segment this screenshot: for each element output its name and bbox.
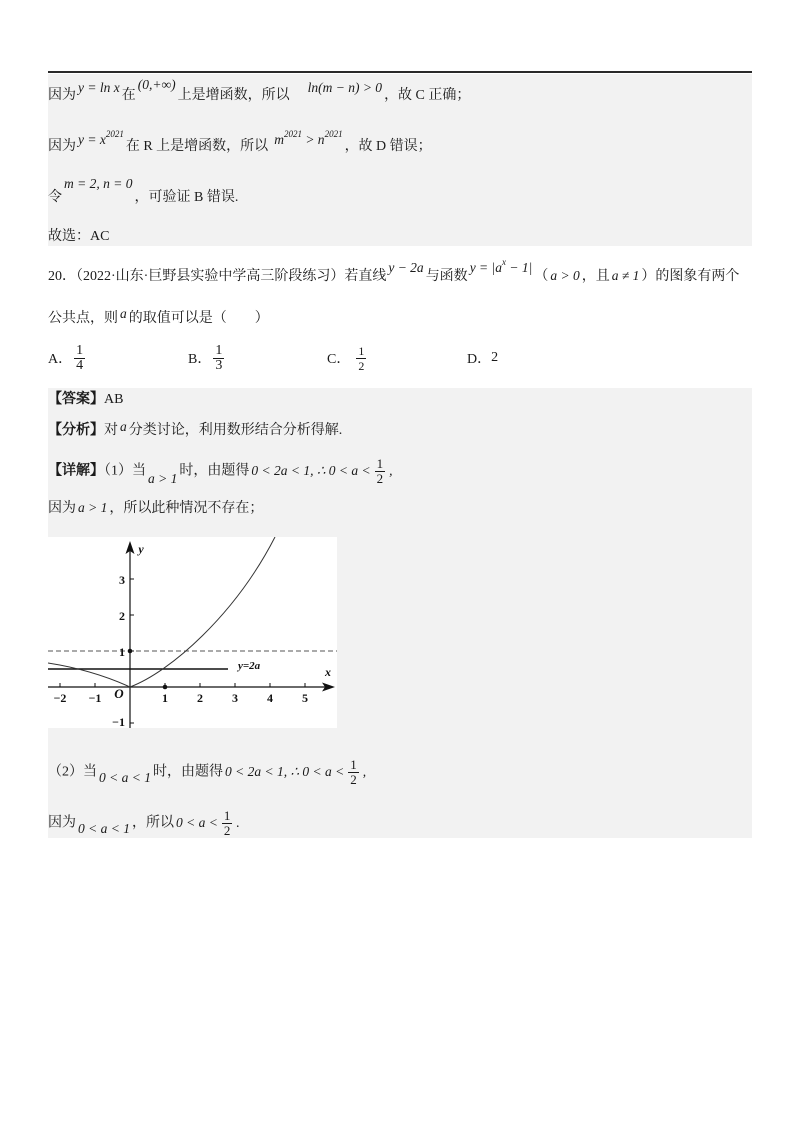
math-inequality: 0 < a <	[175, 814, 218, 830]
function-graph-figure	[48, 537, 337, 728]
math-variable: a	[120, 306, 127, 321]
fraction-numerator: 1	[76, 342, 84, 358]
question-text: 的取值可以是（ ）	[128, 311, 269, 326]
math-tail: − 1|	[506, 260, 533, 275]
solution-line-log-increasing	[48, 77, 471, 104]
math-punctuation: ,	[362, 763, 367, 779]
option-a	[48, 340, 87, 376]
solution-text: ，故 C 正确；	[384, 88, 471, 103]
question-text: ，且	[581, 269, 610, 284]
math-ln-inequality: ln(m − n) > 0	[307, 80, 383, 95]
math-condition: a > 0	[550, 268, 580, 283]
fraction-denominator: 3	[215, 357, 223, 373]
y-axis-label: y	[138, 542, 144, 556]
math-exponent: 2021	[283, 129, 302, 139]
answer-line	[48, 391, 123, 409]
math-inequality: 0 < 2a < 1, ∴ 0 < a <	[251, 462, 371, 478]
top-rule	[48, 71, 752, 73]
detail-text: ，所以	[131, 815, 174, 831]
solution-text: 因为	[48, 139, 76, 154]
detail-case-2-note	[48, 808, 242, 838]
fraction-numerator: 1	[350, 757, 357, 772]
math-exponent: 2021	[324, 129, 343, 139]
option-fraction	[356, 344, 366, 373]
detail-text: 时，由题得	[152, 764, 223, 780]
question-20-stem-line-1	[48, 257, 740, 285]
solution-text: 上是增函数，所以	[177, 88, 290, 103]
math-base: y = x	[78, 132, 106, 147]
math-base: > n	[301, 132, 325, 147]
point-on-y-axis	[128, 649, 133, 654]
analysis-text: 分类讨论，利用数形结合分析得解.	[128, 423, 343, 438]
fraction-denominator: 2	[223, 823, 231, 838]
question-source: （2022·山东·巨野县实验中学高三阶段练习）	[76, 269, 345, 284]
function-graph	[48, 537, 337, 728]
option-d	[467, 340, 498, 376]
detail-case-1	[48, 456, 395, 486]
math-base: y = |a	[469, 260, 503, 275]
math-power-inequality	[272, 131, 344, 149]
detail-text: （2）当	[48, 764, 97, 780]
solution-line-power-increasing	[48, 129, 432, 155]
x-tick-label: 3	[232, 691, 238, 705]
question-text: 公共点，则	[48, 311, 118, 326]
y-tick-label: 2	[119, 609, 125, 623]
question-text: 若直线	[344, 269, 387, 284]
origin-label: O	[114, 686, 124, 701]
option-label: D．	[467, 352, 492, 367]
fraction-numerator: 1	[358, 343, 365, 358]
question-text: 与函数	[425, 269, 468, 284]
math-exponent: x	[502, 257, 507, 267]
math-inequality: 0 < 2a < 1, ∴ 0 < a <	[224, 763, 345, 779]
fraction-one-half	[222, 809, 233, 838]
detail-text: （1）当	[104, 463, 146, 479]
math-case-condition: 0 < a < 1	[99, 769, 151, 785]
y-tick-label: −1	[112, 715, 125, 728]
math-punctuation: ,	[389, 462, 393, 478]
option-c	[327, 340, 368, 376]
analysis-line	[48, 421, 342, 439]
x-tick-label: −1	[88, 691, 102, 705]
fraction-numerator: 1	[215, 342, 223, 358]
solution-text: 令	[48, 190, 62, 205]
detail-text: 因为	[48, 815, 76, 831]
detail-text: 因为	[48, 501, 76, 516]
math-punctuation: .	[236, 814, 240, 830]
fraction-denominator: 2	[358, 358, 365, 373]
x-axis-label: x	[325, 665, 331, 679]
math-base: m	[274, 132, 284, 147]
fraction-numerator: 1	[223, 808, 231, 823]
math-condition: a > 1	[78, 500, 108, 515]
math-power-function	[76, 131, 126, 149]
y-tick-label: 3	[119, 573, 125, 587]
math-function-equation	[468, 259, 535, 277]
math-case-condition: 0 < a < 1	[78, 820, 130, 836]
x-tick-label: 4	[267, 691, 273, 705]
option-fraction	[74, 344, 85, 373]
math-ln-function: y = ln x	[78, 80, 120, 95]
detail-text: ，所以此种情况不存在；	[109, 501, 264, 516]
question-number: 20．	[48, 269, 76, 284]
math-interval: (0,+∞)	[137, 77, 176, 92]
answer-tag: 【答案】	[48, 392, 104, 407]
detail-tag: 【详解】	[48, 463, 104, 479]
analysis-tag: 【分析】	[48, 423, 104, 438]
math-assignment: m = 2, n = 0	[64, 176, 133, 191]
fraction-denominator: 2	[376, 471, 384, 486]
question-20-stem-line-2	[48, 306, 269, 327]
option-label: B．	[188, 352, 212, 367]
option-b	[188, 340, 226, 376]
fraction-denominator: 2	[350, 772, 357, 787]
solution-text: 因为	[48, 88, 76, 103]
solution-text: ，故 D 错误；	[344, 139, 432, 154]
answer-text: AB	[104, 392, 124, 407]
analysis-text: 对	[104, 423, 118, 438]
math-exponent: 2021	[105, 129, 124, 139]
option-label: A．	[48, 352, 73, 367]
math-variable: a	[120, 419, 127, 434]
math-condition: a ≠ 1	[611, 268, 640, 283]
x-tick-label: 1	[162, 691, 168, 705]
math-case-condition: a > 1	[148, 470, 178, 486]
solution-text: 在 R 上是增函数，所以	[125, 139, 269, 154]
option-value: 2	[491, 350, 499, 365]
option-fraction	[213, 344, 224, 373]
fraction-denominator: 4	[76, 357, 84, 373]
detail-case-1-note	[48, 499, 263, 517]
fraction-numerator: 1	[376, 456, 384, 471]
y-tick-label: 1	[119, 645, 125, 659]
fraction-one-half	[375, 457, 386, 486]
math-line-equation: y − 2a	[388, 260, 424, 275]
line-label-y-2a: y=2a	[238, 660, 261, 672]
point-on-x-axis	[163, 685, 168, 690]
solution-text: ，可验证 B 错误.	[134, 190, 239, 205]
x-tick-label: −2	[53, 691, 67, 705]
solution-text: 在	[121, 88, 136, 103]
solution-conclusion: 故选：AC	[48, 229, 110, 244]
detail-case-2	[48, 757, 368, 787]
fraction-one-half	[348, 758, 359, 787]
detail-text: 时，由题得	[179, 463, 250, 479]
x-tick-label: 2	[197, 691, 203, 705]
solution-line-counterexample	[48, 176, 239, 206]
x-tick-label: 5	[302, 691, 308, 705]
question-text: （	[534, 269, 549, 284]
question-text: ）的图象有两个	[641, 269, 740, 284]
option-label: C．	[327, 352, 351, 367]
